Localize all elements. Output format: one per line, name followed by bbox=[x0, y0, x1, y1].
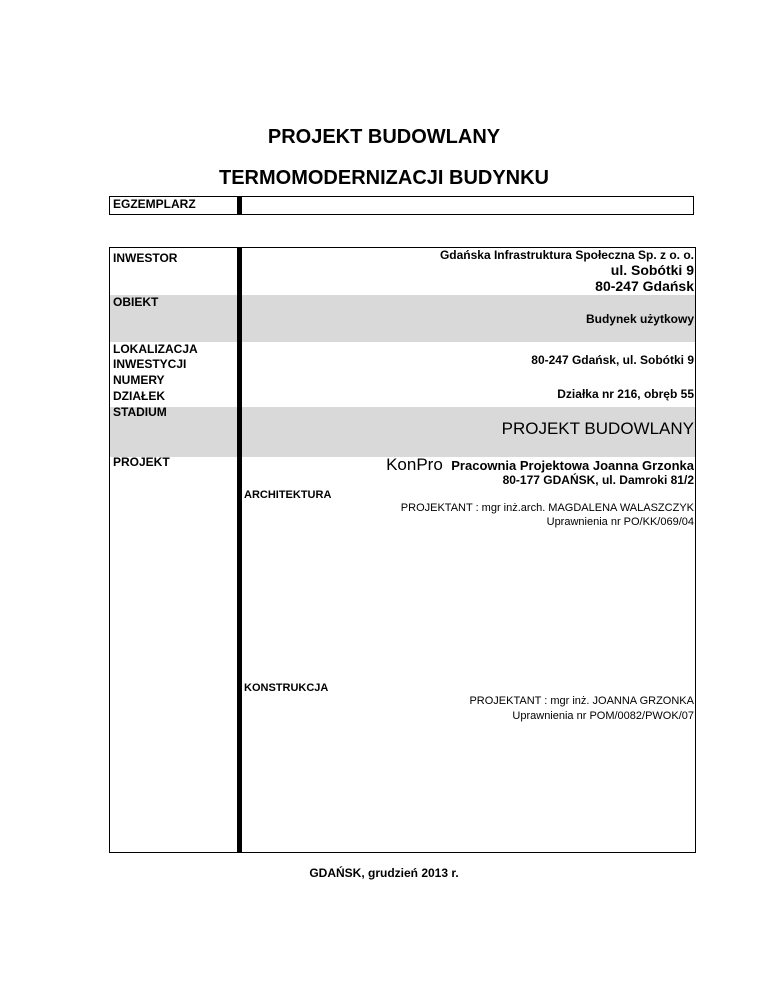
architektura-label: ARCHITEKTURA bbox=[244, 489, 332, 501]
lokalizacja-label-line1: LOKALIZACJA bbox=[113, 342, 198, 356]
konpro-brand: KonPro bbox=[386, 455, 443, 474]
lokalizacja-label-line2: INWESTYCJI bbox=[113, 357, 187, 371]
projekt-label: PROJEKT bbox=[113, 455, 170, 469]
lokalizacja-value: 80-247 Gdańsk, ul. Sobótki 9 bbox=[531, 353, 694, 367]
konstrukcja-designer: PROJEKTANT : mgr inż. JOANNA GRZONKA bbox=[469, 695, 694, 707]
egzemplarz-box bbox=[109, 196, 694, 215]
projekt-company-line bbox=[386, 455, 694, 475]
architektura-designer: PROJEKTANT : mgr inż.arch. MAGDALENA WALASZCZYK bbox=[400, 502, 694, 514]
obiekt-label: OBIEKT bbox=[113, 295, 159, 309]
inwestor-street: ul. Sobótki 9 bbox=[610, 262, 694, 278]
egzemplarz-label: EGZEMPLARZ bbox=[113, 197, 196, 211]
projekt-company: Pracownia Projektowa Joanna Grzonka bbox=[451, 458, 694, 473]
numery-label-line2: DZIAŁEK bbox=[113, 389, 165, 403]
konstrukcja-label: KONSTRUKCJA bbox=[244, 682, 329, 694]
inwestor-city: 80-247 Gdańsk bbox=[595, 278, 694, 294]
numery-label-line1: NUMERY bbox=[113, 373, 165, 387]
obiekt-value: Budynek użytkowy bbox=[585, 312, 694, 326]
stadium-value: PROJEKT BUDOWLANY bbox=[501, 419, 694, 438]
document-subtitle: TERMOMODERNIZACJI BUDYNKU bbox=[219, 167, 549, 189]
main-table-divider bbox=[237, 247, 242, 853]
inwestor-label: INWESTOR bbox=[113, 251, 178, 265]
footer-place-date: GDAŃSK, grudzień 2013 r. bbox=[309, 866, 459, 880]
projekt-address: 80-177 GDAŃSK, ul. Damroki 81/2 bbox=[502, 473, 694, 487]
main-table bbox=[109, 247, 696, 853]
stadium-label: STADIUM bbox=[113, 405, 167, 419]
architektura-license: Uprawnienia nr PO/KK/069/04 bbox=[546, 516, 694, 528]
document-title: PROJEKT BUDOWLANY bbox=[267, 126, 501, 148]
konstrukcja-license: Uprawnienia nr POM/0082/PWOK/07 bbox=[512, 710, 694, 722]
numery-value: Działka nr 216, obręb 55 bbox=[557, 387, 694, 401]
inwestor-name: Gdańska Infrastruktura Społeczna Sp. z o. o. bbox=[439, 248, 694, 262]
egzemplarz-divider bbox=[237, 196, 242, 215]
